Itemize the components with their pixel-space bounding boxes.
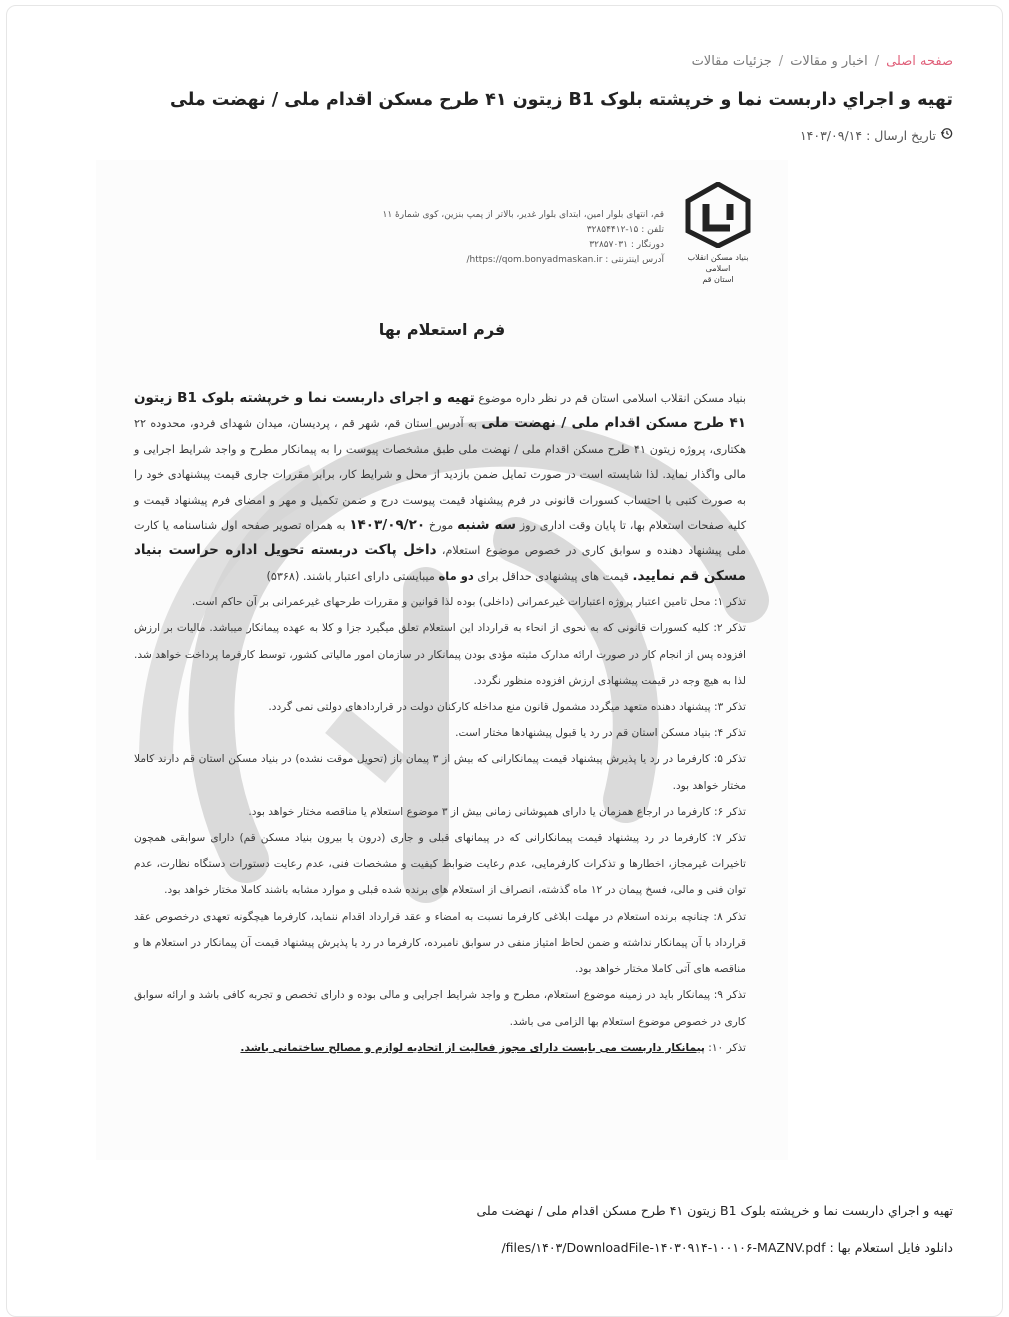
breadcrumb-home-link[interactable]: صفحه اصلی: [886, 54, 953, 69]
document-header: [382, 208, 664, 268]
date-value: ۱۴۰۳/۰۹/۱۴: [799, 127, 863, 143]
document-image: [96, 160, 788, 1160]
download-line: [501, 1240, 953, 1255]
bonyad-maskan-logo: [682, 182, 754, 285]
history-icon: [940, 127, 953, 143]
breadcrumb-separator: /: [778, 54, 784, 69]
note-item: تذکر ۴: بنیاد مسکن استان قم در رد یا قبول پیشنهادها مختار است.: [455, 727, 746, 740]
page-title: تهیه و اجراي داربست نما و خرپشته بلوک B1 زیتون ۴۱ طرح مسکن اقدام ملی / نهضت ملی: [169, 90, 953, 110]
note-item-10: تذکر ۱۰: پیمانکار داربست می بایست دارای مجوز فعالیت از اتحادیه لوازم و مصالح ساختمانی باشد.: [240, 1041, 746, 1054]
download-link[interactable]: /files/۱۴۰۳/DownloadFile-۱۴۰۳۰۹۱۴-۱۰۰۱۰۶-MAZNV.pdf: [501, 1240, 826, 1255]
download-label: دانلود فایل استعلام بها :: [829, 1240, 953, 1255]
breadcrumb-separator: /: [874, 54, 880, 69]
document-body: [134, 386, 746, 1061]
breadcrumb-current: جزئیات مقالات: [691, 54, 772, 69]
note-item: تذکر ۵: کارفرما در رد یا پذیرش پیشنهاد قیمت پیمانکارانی که بیش از ۳ پیمان باز (تحویل موقت نشده) در بنیاد مسکن استان قم دارند کاملا مختار خواهد بود.: [134, 753, 747, 792]
header-website: آدرس اینترنتی : https://qom.bonyadmaskan.ir/: [466, 255, 664, 265]
note-item: تذکر ۸: چنانچه برنده استعلام در مهلت ابلاغی کارفرما نسبت به امضاء و عقد قرارداد اقدام ننماید، کارفرما هیچگونه تعهدی درخصوص عقد قرارداد با آن پیمانکار نداشته و ضمن لحاظ امتیاز منفی در سوابق نامبرده، کارفرما در رد یا پذیرش پیشنهاد قیمت آن پیمانکار در استعلام ها و مناقصه های آتی کاملا مختار خواهد بود.: [134, 910, 747, 976]
header-fax: دورنگار : ۳۲۸۵۷۰۳۱: [589, 240, 664, 250]
post-date: [800, 127, 953, 143]
note-item: تذکر ۶: کارفرما در ارجاع همزمان یا دارای همپوشانی زمانی بیش از ۳ موضوع استعلام یا مناقصه مختار خواهد بود.: [248, 805, 746, 818]
logo-caption-province: استان قم: [702, 275, 734, 284]
intro-paragraph: بنیاد مسکن انقلاب اسلامی استان قم در نظر داره موضوع تهیه و اجرای داربست نما و خرپشته بلوک B1 زیتون ۴۱ طرح مسکن اقدام ملی / نهضت ملی به آدرس استان قم، شهر قم ، پردیسان، میدان شهدای فردو، محدوده ۲۲ هکتاری، پروژه زیتون ۴۱ طرح مسکن اقدام ملی / نهضت ملی طبق مشخصات پیوست را به پیمانکار مطرح و واجد شرایط اجرایی و مالی واگذار نماید. لذا شایسته است در صورت تمایل ضمن بازدید از محل و شرایط کار، برابر مقررات جاری قیمت پیشنهادی خود را به صورت کتبی با احتساب کسورات قانونی در فرم پیشنهاد قیمت پیوست درج و ضمن تکمیل و مهر و امضای فرم پیشنهاد قیمت و کلیه صفحات استعلام بها، تا پایان وقت اداری روز سه شنبه مورخ ۱۴۰۳/۰۹/۲۰ به همراه تصویر صفحه اول شناسنامه یا کارت ملی پیشنهاد دهنده و سوابق کاری در خصوص موضوع استعلام، داخل پاکت دربسته تحویل اداره حراست بنیاد مسکن قم نمایید. قیمت های پیشنهادی حداقل برای دو ماه میبایستی دارای اعتبار باشند. (۵۳۶۸): [134, 390, 747, 584]
date-label: تاریخ ارسال :: [866, 127, 936, 143]
note-item: تذکر ۹: پیمانکار باید در زمینه موضوع استعلام، مطرح و واجد شرایط اجرایی و مالی بوده و دارای تخصص و تجربه کافی باشد و ارائه سوابق کاری در خصوص موضوع استعلام بها الزامی می باشد.: [134, 989, 747, 1028]
header-address: قم، انتهای بلوار امین، ابتدای بلوار غدیر، بالاتر از پمپ بنزین، کوی شمارهٔ ۱۱: [382, 210, 664, 220]
header-phone: تلفن : ۱۵-۳۲۸۵۴۴۱۲: [586, 225, 664, 235]
article-caption: تهیه و اجراي داربست نما و خرپشته بلوک B1 زیتون ۴۱ طرح مسکن اقدام ملی / نهضت ملی: [476, 1203, 953, 1218]
note-item: تذکر ۲: کلیه کسورات قانونی که به نحوی از انحاء به قرارداد این استعلام تعلق میگیرد جزا و کلا به عهده پیمانکار میباشد. مالیات بر ارزش افزوده پس از انجام کار در صورت ارائه مدارک مثبته مؤدی بودن پیمانکار در سازمان امور مالیاتی کشور، توسط کارفرما پرداخت خواهد شد. لذا به هیچ وجه در قیمت پیشنهادی ارزش افزوده منظور نگردد.: [134, 622, 746, 687]
breadcrumb-news-link[interactable]: اخبار و مقالات: [790, 54, 868, 69]
breadcrumb: [692, 54, 953, 69]
note-item: تذکر ۱: محل تامین اعتبار پروژه اعتبارات غیرعمرانی (داخلی) بوده لذا قوانین و مقررات طرحهای غیرعمرانی بر آن حاکم است.: [191, 596, 746, 609]
logo-caption: بنیاد مسکن انقلاب اسلامی: [687, 253, 749, 273]
note-item: تذکر ۷: کارفرما در رد پیشنهاد قیمت پیمانکارانی که در پیمانهای قبلی و جاری (درون یا بیرون بنیاد مسکن قم) دارای سوابقی همچون تاخیرات غیرمجاز، اخطارها و تذکرات کارفرمایی، عدم رعایت ضوابط کیفیت و مشخصات فنی، عدم رعایت دستورات دستگاه نظارت، عدم توان فنی و مالی، فسخ پیمان در ۱۲ ماه گذشته، انصراف از استعلام های برنده شده قبلی و موارد مشابه باشند کاملا مختار خواهد بود.: [134, 832, 747, 897]
note-item: تذکر ۳: پیشنهاد دهنده متعهد میگردد مشمول قانون منع مداخله کارکنان دولت در قراردادهای دولتی نمی گردد.: [268, 701, 746, 714]
form-title: فرم استعلام بها: [378, 320, 506, 339]
